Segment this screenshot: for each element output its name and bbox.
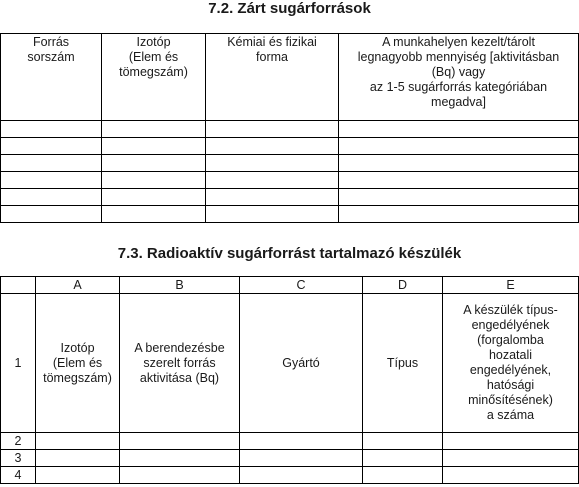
table-cell[interactable] xyxy=(1,121,102,138)
table-cell[interactable] xyxy=(36,467,120,484)
table-cell[interactable] xyxy=(36,450,120,467)
header-legnagyobb-mennyiseg: A munkahelyen kezelt/tárolt legnagyobb mennyiség [aktivitásban (Bq) vagy az 1-5 sugárforrás kategóriában megadva] xyxy=(339,34,579,121)
table-cell[interactable] xyxy=(443,433,579,450)
table-cell[interactable] xyxy=(206,172,339,189)
header-row-1 xyxy=(1,294,579,433)
table-row xyxy=(1,138,579,155)
table-cell[interactable] xyxy=(102,138,206,155)
table-cell[interactable] xyxy=(1,138,102,155)
column-letter-d: D xyxy=(363,277,443,294)
column-letter-e: E xyxy=(443,277,579,294)
column-letter-row xyxy=(1,277,579,294)
table-cell[interactable] xyxy=(206,138,339,155)
table-cell[interactable] xyxy=(102,121,206,138)
table-cell[interactable] xyxy=(120,433,240,450)
table-cell[interactable] xyxy=(240,433,363,450)
table-cell[interactable] xyxy=(339,121,579,138)
table-cell[interactable] xyxy=(363,467,443,484)
zart-sugarforrasok-table xyxy=(0,33,579,223)
table-header-row xyxy=(1,34,579,121)
table-cell[interactable] xyxy=(1,189,102,206)
table-cell[interactable] xyxy=(206,121,339,138)
table-cell[interactable] xyxy=(102,206,206,223)
table-row xyxy=(1,172,579,189)
column-letter-b: B xyxy=(120,277,240,294)
header-izotop: Izotóp (Elem és tömegszám) xyxy=(102,34,206,121)
table-cell[interactable] xyxy=(443,450,579,467)
row-number-3: 3 xyxy=(1,450,36,467)
table-cell[interactable] xyxy=(120,467,240,484)
section-title-radioaktiv-keszulek: 7.3. Radioaktív sugárforrást tartalmazó készülék xyxy=(117,245,462,262)
table-row xyxy=(1,206,579,223)
table-row xyxy=(1,155,579,172)
table-row xyxy=(1,433,579,450)
table-cell[interactable] xyxy=(339,138,579,155)
table-cell[interactable] xyxy=(1,172,102,189)
table-cell[interactable] xyxy=(102,172,206,189)
table-cell[interactable] xyxy=(102,189,206,206)
header-forras-aktivitasa: A berendezésbe szerelt forrás aktivitása (Bq) xyxy=(120,294,240,433)
column-letter-c: C xyxy=(240,277,363,294)
header-forras-sorszam: Forrás sorszám xyxy=(1,34,102,121)
radioaktiv-keszulek-table xyxy=(0,276,579,484)
table-cell[interactable] xyxy=(240,467,363,484)
header-gyarto: Gyártó xyxy=(240,294,363,433)
table-row xyxy=(1,467,579,484)
table-cell[interactable] xyxy=(339,206,579,223)
table-row xyxy=(1,450,579,467)
table-cell[interactable] xyxy=(363,433,443,450)
table-cell[interactable] xyxy=(339,189,579,206)
header-kemiai-fizikai-forma: Kémiai és fizikai forma xyxy=(206,34,339,121)
header-engedely-szama: A készülék típus- engedélyének (forgalomba hozatali engedélyének, hatósági minősítésének) a száma xyxy=(443,294,579,433)
table-cell[interactable] xyxy=(206,189,339,206)
header-izotop: Izotóp (Elem és tömegszám) xyxy=(36,294,120,433)
column-letter-a: A xyxy=(36,277,120,294)
row-number-2: 2 xyxy=(1,433,36,450)
table-cell[interactable] xyxy=(206,155,339,172)
row-number-4: 4 xyxy=(1,467,36,484)
table-cell[interactable] xyxy=(240,450,363,467)
table-cell[interactable] xyxy=(1,206,102,223)
table-cell[interactable] xyxy=(339,172,579,189)
table-cell[interactable] xyxy=(102,155,206,172)
table-cell[interactable] xyxy=(36,433,120,450)
table-cell[interactable] xyxy=(363,450,443,467)
table-cell[interactable] xyxy=(1,155,102,172)
section-title-zart-sugarforrasok: 7.2. Zárt sugárforrások xyxy=(208,0,371,17)
table-row xyxy=(1,121,579,138)
corner-cell xyxy=(1,277,36,294)
table-row xyxy=(1,189,579,206)
row-number-1: 1 xyxy=(1,294,36,433)
table-cell[interactable] xyxy=(443,467,579,484)
table-cell[interactable] xyxy=(206,206,339,223)
table-cell[interactable] xyxy=(120,450,240,467)
table-cell[interactable] xyxy=(339,155,579,172)
header-tipus: Típus xyxy=(363,294,443,433)
